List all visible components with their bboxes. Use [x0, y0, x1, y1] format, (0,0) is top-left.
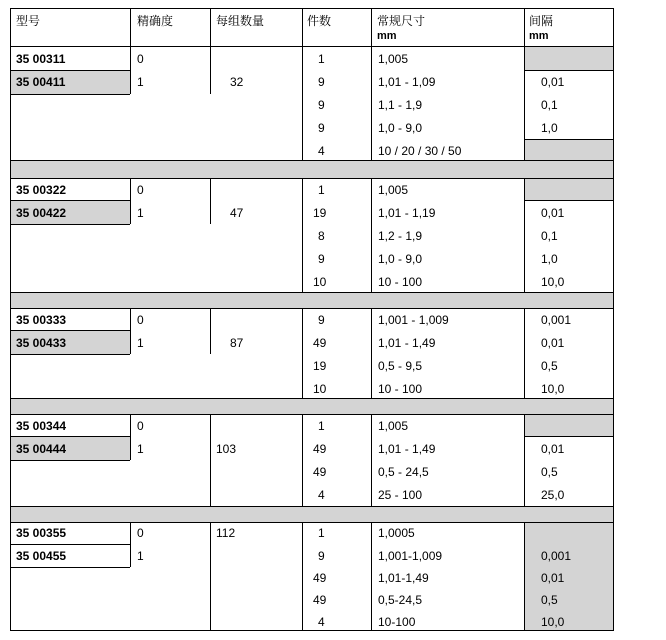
- pieces-value: 19: [313, 206, 327, 220]
- column-rule: [130, 308, 131, 354]
- column-rule: [524, 414, 525, 506]
- model-code: 35 00455: [16, 549, 67, 563]
- step-value: 0,5: [541, 359, 558, 373]
- size-range: 25 - 100: [378, 488, 423, 502]
- accuracy-grade: 0: [137, 526, 144, 540]
- pieces-value: 49: [313, 571, 327, 585]
- model-code: 35 00444: [16, 442, 67, 456]
- column-rule: [371, 8, 372, 46]
- model-code: 35 00344: [16, 419, 67, 433]
- table-rule: [10, 436, 130, 437]
- column-rule: [302, 8, 303, 46]
- pieces-value: 9: [318, 549, 325, 563]
- column-rule: [371, 522, 372, 630]
- set-count: 47: [230, 206, 244, 220]
- column-rule: [302, 178, 303, 292]
- column-rule: [302, 46, 303, 160]
- pieces-value: 1: [318, 419, 325, 433]
- column-rule: [524, 178, 525, 292]
- table-rule: [524, 436, 614, 437]
- pieces-value: 1: [318, 183, 325, 197]
- pieces-value: 10: [313, 382, 327, 396]
- size-range: 1,2 - 1,9: [378, 229, 423, 243]
- accuracy-grade: 0: [137, 52, 144, 66]
- header-nominal-unit: mm: [377, 30, 397, 42]
- step-value: 1,0: [541, 252, 558, 266]
- accuracy-grade: 0: [137, 183, 144, 197]
- column-rule: [524, 308, 525, 398]
- header-model: 型号: [16, 14, 41, 28]
- column-rule: [210, 308, 211, 354]
- column-rule: [524, 8, 525, 46]
- size-range: 1,0 - 9,0: [378, 252, 423, 266]
- table-rule: [10, 460, 130, 461]
- table-rule: [10, 330, 130, 331]
- step-value: 25,0: [541, 488, 565, 502]
- step-value: 0,1: [541, 98, 558, 112]
- step-cell-shade: [524, 178, 614, 200]
- accuracy-grade: 0: [137, 419, 144, 433]
- table-rule: [10, 567, 130, 568]
- size-range: 1,005: [378, 52, 409, 66]
- size-range: 1,0 - 9,0: [378, 121, 423, 135]
- pieces-value: 9: [318, 313, 325, 327]
- pieces-value: 9: [318, 252, 325, 266]
- header-step: 间隔: [529, 14, 554, 28]
- pieces-value: 19: [313, 359, 327, 373]
- model-code: 35 00422: [16, 206, 67, 220]
- size-range: 10-100: [378, 615, 416, 629]
- step-cell-shade: [524, 522, 614, 630]
- column-rule: [130, 8, 131, 46]
- column-rule: [371, 414, 372, 506]
- pieces-value: 49: [313, 336, 327, 350]
- set-count: 87: [230, 336, 244, 350]
- group-separator: [10, 398, 614, 414]
- size-range: 1,1 - 1,9: [378, 98, 423, 112]
- size-range: 1,005: [378, 183, 409, 197]
- size-range: 1,01 - 1,09: [378, 75, 436, 89]
- step-cell-shade: [524, 47, 614, 70]
- size-range: 0,5 - 9,5: [378, 359, 423, 373]
- model-code: 35 00433: [16, 336, 67, 350]
- size-range: 1,001-1,009: [378, 549, 443, 563]
- pieces-value: 4: [318, 144, 325, 158]
- set-count: 112: [216, 526, 236, 540]
- size-range: 0,5-24,5: [378, 593, 423, 607]
- column-rule: [371, 46, 372, 160]
- column-rule: [302, 308, 303, 398]
- size-range: 10 - 100: [378, 382, 423, 396]
- step-value: 10,0: [541, 275, 565, 289]
- group-separator: [10, 160, 614, 178]
- header-sets: 每组数量: [216, 14, 265, 28]
- size-range: 1,001 - 1,009: [378, 313, 449, 327]
- accuracy-grade: 1: [137, 75, 144, 89]
- column-rule: [130, 522, 131, 567]
- table-rule: [10, 544, 130, 545]
- accuracy-grade: 1: [137, 442, 144, 456]
- size-range: 1,0005: [378, 526, 415, 540]
- table-rule: [10, 292, 614, 293]
- column-rule: [524, 46, 525, 160]
- pieces-value: 49: [313, 465, 327, 479]
- step-cell-shade: [524, 139, 614, 160]
- column-rule: [371, 178, 372, 292]
- pieces-value: 1: [318, 526, 325, 540]
- table-border: [10, 8, 11, 631]
- table-rule: [10, 224, 130, 225]
- group-separator: [10, 506, 614, 522]
- model-code: 35 00311: [16, 52, 66, 66]
- model-code: 35 00355: [16, 526, 67, 540]
- table-rule: [524, 200, 614, 201]
- header-nominal: 常规尺寸: [377, 14, 426, 28]
- step-value: 0,001: [541, 313, 572, 327]
- table-rule: [524, 70, 614, 71]
- step-value: 0,01: [541, 75, 565, 89]
- table-border: [613, 8, 614, 631]
- pieces-value: 8: [318, 229, 325, 243]
- step-value: 0,5: [541, 465, 558, 479]
- size-range: 10 / 20 / 30 / 50: [378, 144, 462, 158]
- column-rule: [524, 522, 525, 630]
- pieces-value: 9: [318, 98, 325, 112]
- step-value: 0,01: [541, 571, 565, 585]
- table-rule: [10, 506, 614, 507]
- pieces-value: 9: [318, 75, 325, 89]
- pieces-value: 1: [318, 52, 325, 66]
- header-accuracy: 精确度: [137, 14, 174, 28]
- column-rule: [210, 8, 211, 46]
- table-rule: [10, 200, 130, 201]
- column-rule: [302, 522, 303, 630]
- table-rule: [10, 70, 130, 71]
- table-rule: [10, 354, 130, 355]
- column-rule: [371, 308, 372, 398]
- size-range: 1,01 - 1,49: [378, 336, 436, 350]
- column-rule: [210, 178, 211, 224]
- column-rule: [130, 178, 131, 224]
- size-range: 10 - 100: [378, 275, 423, 289]
- table-rule: [10, 630, 614, 631]
- column-rule: [210, 46, 211, 94]
- set-count: 103: [216, 442, 237, 456]
- column-rule: [302, 414, 303, 506]
- table-rule: [10, 94, 130, 95]
- pieces-value: 9: [318, 121, 325, 135]
- table-rule: [524, 139, 614, 140]
- pieces-value: 4: [318, 488, 325, 502]
- accuracy-grade: 1: [137, 336, 144, 350]
- column-rule: [210, 522, 211, 630]
- step-cell-shade: [524, 414, 614, 436]
- table-rule: [10, 398, 614, 399]
- table-rule: [10, 160, 614, 161]
- step-value: 0,01: [541, 442, 565, 456]
- model-code: 35 00322: [16, 183, 67, 197]
- pieces-value: 10: [313, 275, 327, 289]
- size-range: 1,01-1,49: [378, 571, 429, 585]
- group-separator: [10, 292, 614, 308]
- step-value: 0,01: [541, 336, 565, 350]
- step-value: 10,0: [541, 615, 565, 629]
- column-rule: [210, 414, 211, 506]
- column-rule: [130, 46, 131, 94]
- step-value: 1,0: [541, 121, 558, 135]
- accuracy-grade: 0: [137, 313, 144, 327]
- size-range: 1,01 - 1,49: [378, 442, 436, 456]
- pieces-value: 49: [313, 442, 327, 456]
- accuracy-grade: 1: [137, 206, 144, 220]
- step-value: 0,5: [541, 593, 558, 607]
- step-value: 0,01: [541, 206, 565, 220]
- model-code: 35 00411: [16, 75, 66, 89]
- size-range: 1,005: [378, 419, 409, 433]
- size-range: 1,01 - 1,19: [378, 206, 436, 220]
- pieces-value: 4: [318, 615, 325, 629]
- accuracy-grade: 1: [137, 549, 144, 563]
- header-step-unit: mm: [529, 30, 549, 42]
- pieces-value: 49: [313, 593, 327, 607]
- set-count: 32: [230, 75, 244, 89]
- model-code: 35 00333: [16, 313, 67, 327]
- size-range: 0,5 - 24,5: [378, 465, 429, 479]
- step-value: 0,001: [541, 549, 572, 563]
- step-value: 10,0: [541, 382, 565, 396]
- header-pieces: 件数: [307, 14, 332, 28]
- step-value: 0,1: [541, 229, 558, 243]
- column-rule: [130, 414, 131, 460]
